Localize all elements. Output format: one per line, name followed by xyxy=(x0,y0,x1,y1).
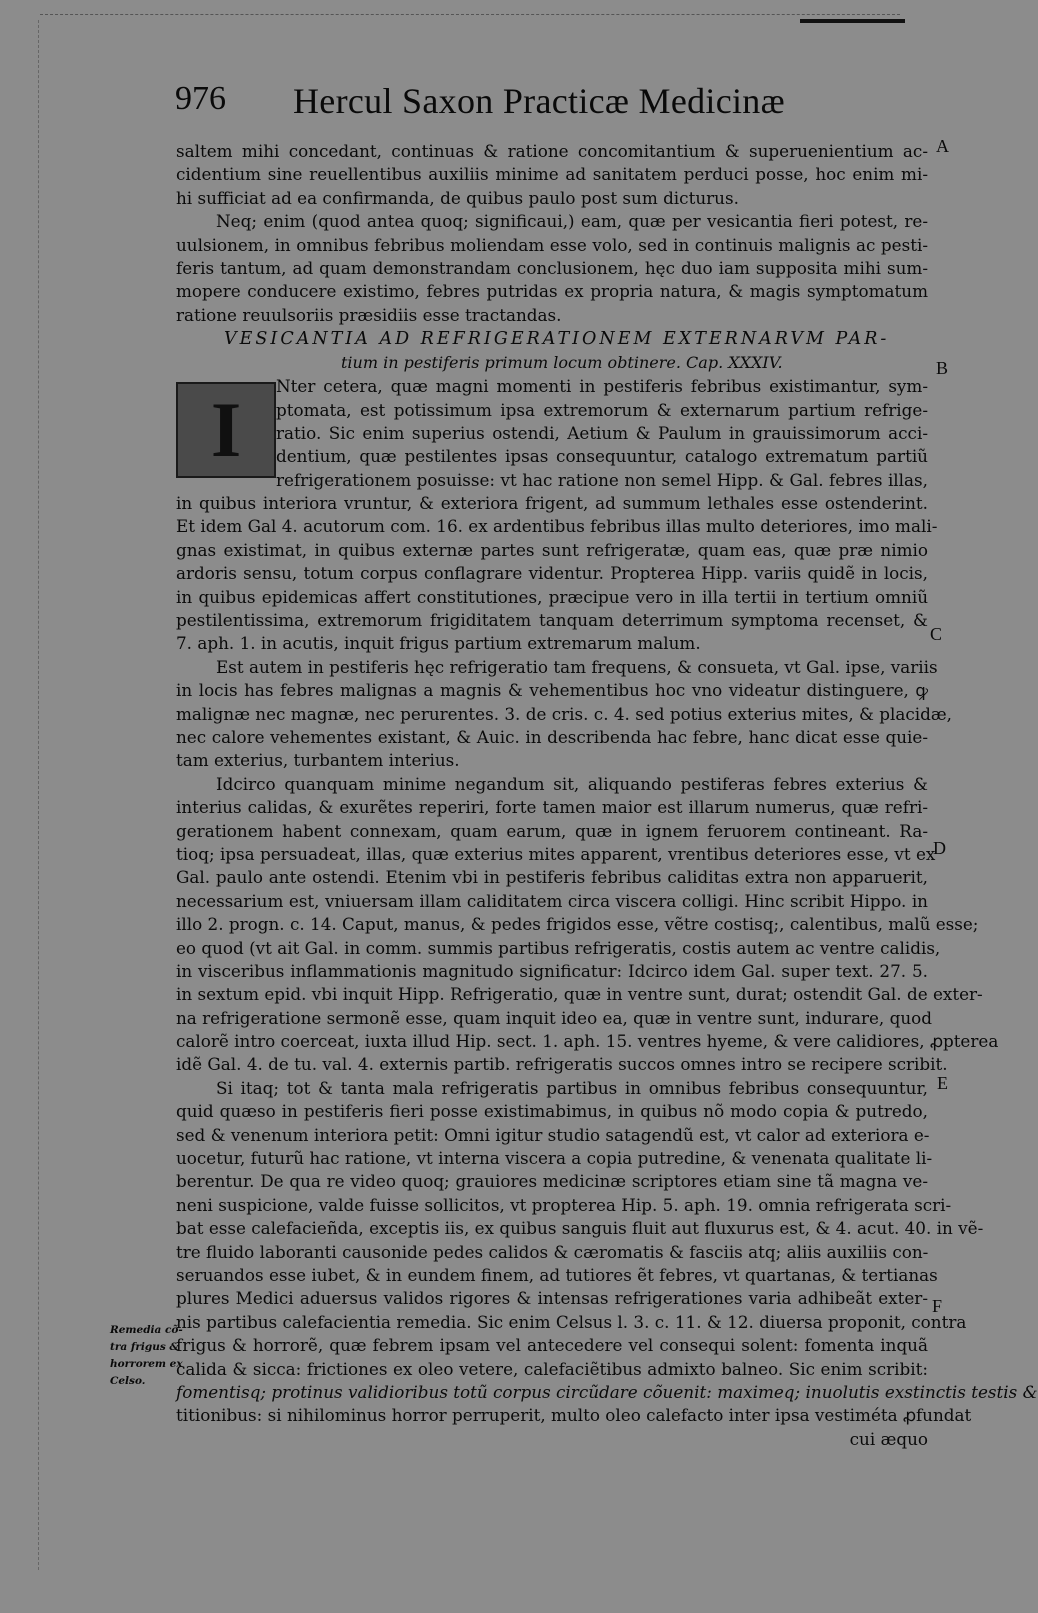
chapter-subheading: tium in pestiferis primum locum obtinere. Cap. XXXIV. xyxy=(341,353,783,373)
text-line: in sextum epid. vbi inquit Hipp. Refrigeratio, quæ in ventre sunt, durat; ostendit Gal. de exter- xyxy=(176,984,983,1005)
margin-letter-e: E xyxy=(937,1073,948,1093)
text-line: Si itaq; tot & tanta mala refrigeratis partibus in omnibus febribus consequuntur, xyxy=(216,1077,928,1098)
text-line: tre fluido laboranti causonide pedes calidos & cæromatis & fasciis atq; aliis auxiliis con- xyxy=(176,1241,929,1262)
text-line: ptomata, est potissimum ipsa extremorum & externarum partium refrige- xyxy=(276,399,928,420)
side-note-line: Celso. xyxy=(110,1375,146,1387)
chapter-heading: VESICANTIA AD REFRIGERATIONEM EXTERNARVM PAR- xyxy=(224,329,890,350)
text-line: Idcirco quanquam minime negandum sit, aliquando pestiferas febres exterius & xyxy=(216,773,928,794)
page-number: 976 xyxy=(175,80,226,117)
top-rule xyxy=(800,19,905,23)
text-line: frigus & horrorẽ, quæ febrem ipsam vel antecedere vel consequi solent: fomenta inquã xyxy=(176,1335,928,1356)
text-line: calida & sicca: frictiones ex oleo vetere, calefaciẽtibus admixto balneo. Sic enim scribit: xyxy=(176,1358,928,1379)
initial-letter: I xyxy=(210,386,242,473)
side-note-line: tra frigus & xyxy=(110,1341,179,1353)
text-line: seruandos esse iubet, & in eundem finem, ad tutiores ẽt febres, vt quartanas, & tertianas xyxy=(176,1264,938,1285)
running-title: Hercul Saxon Practicæ Medicinæ xyxy=(293,81,785,121)
text-line: nis partibus calefacientia remedia. Sic enim Celsus l. 3. c. 11. & 12. diuersa proponit, contra xyxy=(176,1311,967,1332)
text-line: ardoris sensu, totum corpus conflagrare videntur. Propterea Hipp. variis quidẽ in locis, xyxy=(176,563,928,584)
text-line: uulsionem, in omnibus febribus moliendam esse volo, sed in continuis malignis ac pesti- xyxy=(176,234,928,255)
margin-letter-a: A xyxy=(936,136,949,156)
margin-letter-f: F xyxy=(932,1296,943,1316)
top-dashed-border xyxy=(40,14,900,16)
text-line: saltem mihi concedant, continuas & ratione concomitantium & superuenientium ac- xyxy=(176,141,928,161)
text-line: bat esse calefacieñda, exceptis iis, ex quibus sanguis fluit aut fluxurus est, & 4. acut. 40. in vẽ- xyxy=(176,1218,984,1239)
text-line: sed & venenum interiora petit: Omni igitur studio satagendũ est, vt calor ad exteriora e- xyxy=(176,1124,930,1145)
margin-letter-b: B xyxy=(936,358,949,378)
text-line: cidentium sine reuellentibus auxiliis minime ad sanitatem perduci posse, hoc enim mi- xyxy=(176,164,928,185)
text-line: plures Medici aduersus validos rigores & intensas refrigerationes varia adhibeãt exter- xyxy=(176,1288,928,1309)
text-line: quid quæso in pestiferis fieri posse existimabimus, in quibus nõ modo copia & putredo, xyxy=(176,1101,928,1122)
text-line: eo quod (vt ait Gal. in comm. summis partibus refrigeratis, costis autem ac ventre calidis, xyxy=(176,937,941,958)
text-line: calorẽ intro coerceat, iuxta illud Hip. sect. 1. aph. 15. ventres hyeme, & vere calidiores, ꝓpterea xyxy=(176,1031,999,1052)
text-line: in locis has febres malignas a magnis & vehementibus hoc vno videatur distinguere, ꝙ xyxy=(176,680,928,701)
text-line: uocetur, futurũ hac ratione, vt interna viscera a copia putredine, & venenata qualitate li- xyxy=(176,1148,933,1169)
side-note-line: Remedia cõ- xyxy=(110,1324,183,1336)
text-line: mopere conducere existimo, febres putridas ex propria natura, & magis symptomatum xyxy=(176,281,928,302)
text-line: 7. aph. 1. in acutis, inquit frigus partium extremarum malum. xyxy=(176,633,701,654)
text-line: ratio. Sic enim superius ostendi, Aetium & Paulum in grauissimorum acci- xyxy=(276,422,928,443)
text-line: malignæ nec magnæ, nec perurentes. 3. de cris. c. 4. sed potius exterius mites, & placidæ, xyxy=(176,703,952,724)
text-line: in visceribus inflammationis magnitudo significatur: Idcirco idem Gal. super text. 27. 5. xyxy=(176,960,928,981)
catchword: cui æquo xyxy=(849,1428,928,1449)
margin-letter-d: D xyxy=(933,838,946,858)
text-line: fomentisq; protinus validioribus totũ corpus circũdare cõuenit: maximeq; inuolutis exstinctis testis & xyxy=(176,1381,1038,1402)
text-line: idẽ Gal. 4. de tu. val. 4. externis partib. refrigeratis succos omnes intro se recipere scribit. xyxy=(176,1054,948,1075)
side-note-line: horrorem ex xyxy=(110,1358,183,1370)
text-line: Gal. paulo ante ostendi. Etenim vbi in pestiferis febribus caliditas extra non apparuerit, xyxy=(176,867,928,888)
margin-letter-c: C xyxy=(930,624,943,644)
text-line: titionibus: si nihilominus horror perruperit, multo oleo calefacto inter ipsa vestiméta ꝓfundat xyxy=(176,1405,972,1426)
text-line: ratione reuulsoriis præsidiis esse tractandas. xyxy=(176,304,562,325)
text-line: berentur. De qua re video quoq; grauiores medicinæ scriptores etiam sine tã magna ve- xyxy=(176,1171,928,1192)
text-line: tam exterius, turbantem interius. xyxy=(176,750,460,771)
text-line: necessarium est, vniuersam illam caliditatem circa viscera colligi. Hinc scribit Hippo. in xyxy=(176,890,928,911)
text-line: refrigerationem posuisse: vt hac ratione non semel Hipp. & Gal. febres illas, xyxy=(276,469,928,490)
text-line: pestilentissima, extremorum frigiditatem tanquam deterrimum symptoma recenset, & xyxy=(176,610,928,631)
text-line: illo 2. progn. c. 14. Caput, manus, & pedes frigidos esse, vẽtre costisq;, calentibus, malũ esse; xyxy=(176,914,979,935)
left-margin-edge xyxy=(38,20,41,1570)
text-line: Nter cetera, quæ magni momenti in pestiferis febribus existimantur, sym- xyxy=(276,376,928,397)
text-line: in quibus interiora vruntur, & exteriora frigent, ad summum lethales esse ostenderint. xyxy=(176,493,928,514)
text-line: na refrigeratione sermonẽ esse, quam inquit ideo ea, quæ in ventre sunt, indurare, quod xyxy=(176,1007,932,1028)
text-line: tioq; ipsa persuadeat, illas, quæ exterius mites apparent, vrentibus deteriores esse, vt ex xyxy=(176,843,936,864)
text-line: hi sufficiat ad ea confirmanda, de quibus paulo post sum dicturus. xyxy=(176,187,739,208)
text-line: dentium, quæ pestilentes ipsas consequuntur, catalogo extrematum partiũ xyxy=(276,446,928,467)
side-note xyxy=(110,1322,186,1390)
text-line: in quibus epidemicas affert constitutiones, præcipue vero in illa tertii in tertium omniũ xyxy=(176,586,928,607)
text-line: feris tantum, ad quam demonstrandam conclusionem, hęc duo iam supposita mihi sum- xyxy=(176,257,928,278)
text-line: gerationem habent connexam, quam earum, quæ in ignem feruorem contineant. Ra- xyxy=(176,820,928,841)
page-header xyxy=(175,80,935,130)
text-line: Et idem Gal 4. acutorum com. 16. ex ardentibus febribus illas multo deteriores, imo mali- xyxy=(176,516,938,537)
text-line: nec calore vehementes existant, & Auic. in describenda hac febre, hanc dicat esse quie- xyxy=(176,726,928,747)
text-line: gnas existimat, in quibus externæ partes sunt refrigeratæ, quam eas, quæ præ nimio xyxy=(176,539,928,560)
text-line: Est autem in pestiferis hęc refrigeratio tam frequens, & consueta, vt Gal. ipse, variis xyxy=(216,656,938,677)
text-line: neni suspicione, valde fuisse sollicitos, vt propterea Hip. 5. aph. 19. omnia refrigerata scri- xyxy=(176,1194,952,1215)
body-text xyxy=(176,140,1038,1451)
text-line: Neq; enim (quod antea quoq; significaui,) eam, quæ per vesicantia fieri potest, re- xyxy=(216,211,928,232)
text-line: interius calidas, & exurẽtes reperiri, forte tamen maior est illarum numerus, quæ refri- xyxy=(176,797,928,818)
